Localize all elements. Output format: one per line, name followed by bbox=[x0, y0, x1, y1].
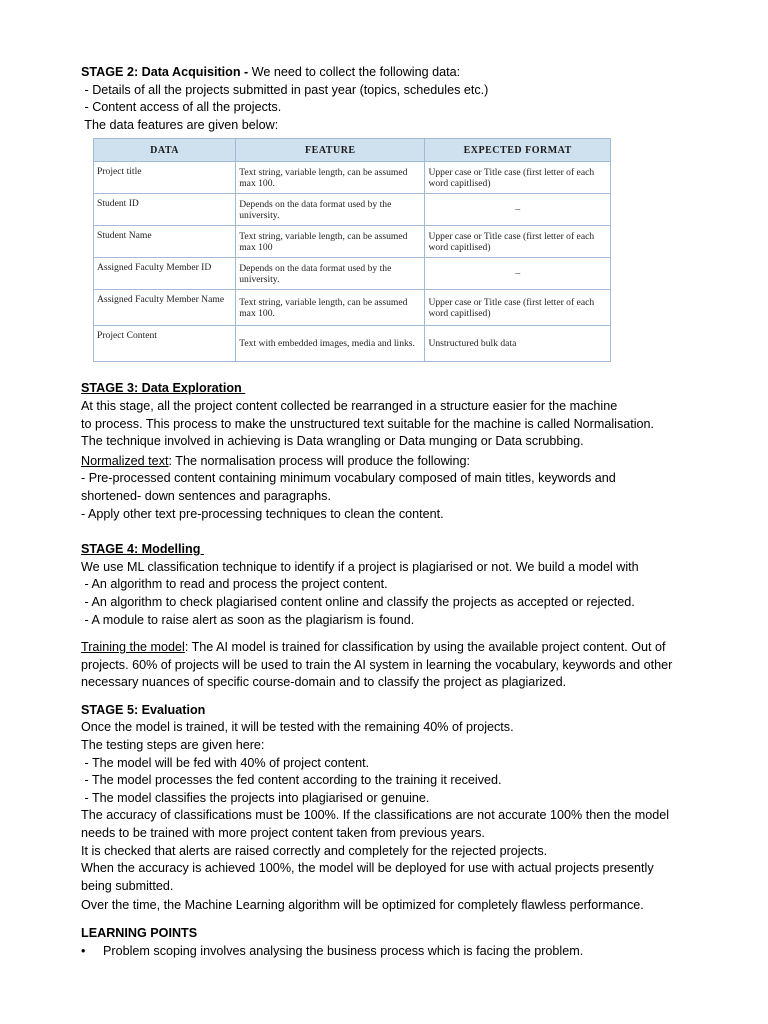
stage5-line: - The model processes the fed content according to the training it received. bbox=[81, 773, 502, 788]
table-cell: Text string, variable length, can be assumed max 100. bbox=[236, 290, 425, 326]
training-paragraph bbox=[81, 639, 681, 692]
table-cell: Text string, variable length, can be assumed max 100. bbox=[236, 162, 425, 194]
table-cell: Project title bbox=[94, 162, 236, 194]
table-cell: Text string, variable length, can be assumed max 100 bbox=[236, 226, 425, 258]
normalized-heading bbox=[81, 453, 681, 471]
stage5-line: - The model will be fed with 40% of project content. bbox=[81, 755, 370, 770]
table-cell: Upper case or Title case (first letter of each word capitlised) bbox=[425, 226, 611, 258]
stage3-line: At this stage, all the project content collected be rearranged in a structure easier for the machine bbox=[81, 398, 618, 413]
table-header: FEATURE bbox=[236, 139, 425, 162]
stage5-line: - The model classifies the projects into plagiarised or genuine. bbox=[81, 790, 430, 805]
table-cell: Project Content bbox=[94, 326, 236, 362]
stage5-title: STAGE 5: Evaluation bbox=[81, 702, 206, 717]
table-cell: Unstructured bulk data bbox=[425, 326, 611, 362]
stage2-title: STAGE 2: Data Acquisition - bbox=[81, 65, 249, 79]
table-header: DATA bbox=[94, 139, 236, 162]
table-cell: Depends on the data format used by the university. bbox=[236, 258, 425, 290]
stage2-heading bbox=[81, 64, 681, 82]
table-cell: – bbox=[425, 194, 611, 226]
stage5-line: Once the model is trained, it will be tested with the remaining 40% of projects. bbox=[81, 720, 514, 735]
data-features-table bbox=[93, 138, 611, 362]
table-cell: Student Name bbox=[94, 226, 236, 258]
table-cell: Upper case or Title case (first letter of each word capitlised) bbox=[425, 162, 611, 194]
bullet-icon: • bbox=[81, 943, 86, 958]
stage3-title: STAGE 3: Data Exploration bbox=[81, 381, 246, 396]
learning-heading bbox=[81, 925, 681, 943]
stage4-line: - A module to raise alert as soon as the plagiarism is found. bbox=[81, 612, 415, 627]
stage3-line: The technique involved in achieving is Data wrangling or Data munging or Data scrubbing. bbox=[81, 434, 584, 449]
learning-title: LEARNING POINTS bbox=[81, 926, 198, 940]
stage5-paragraph: When the accuracy is achieved 100%, the model will be deployed for use with actual projects presently being submitted. bbox=[81, 861, 654, 893]
stage5-paragraph: The accuracy of classifications must be 100%. If the classifications are not accurate 100% then the model needs to be trained with more project content taken from previous years. bbox=[81, 808, 670, 841]
table-row bbox=[94, 290, 611, 326]
table-row bbox=[94, 258, 611, 290]
learning-list-item bbox=[81, 943, 681, 961]
document-page bbox=[81, 64, 681, 960]
stage5-paragraph: Over the time, the Machine Learning algorithm will be optimized for completely flawless performance. bbox=[81, 898, 644, 913]
stage4-line: We use ML classification technique to identify if a project is plagiarised or not. We build a model with bbox=[81, 559, 639, 574]
table-row bbox=[94, 226, 611, 258]
table-cell: Text with embedded images, media and links. bbox=[236, 326, 425, 362]
table-cell: Student ID bbox=[94, 194, 236, 226]
table-header: EXPECTED FORMAT bbox=[425, 139, 611, 162]
stage2-line: - Content access of all the projects. bbox=[81, 100, 282, 115]
training-label: Training the model bbox=[81, 640, 185, 655]
stage5-heading bbox=[81, 702, 681, 720]
normalized-line: - Pre-processed content containing minimum vocabulary composed of main titles, keywords and bbox=[81, 471, 616, 486]
stage3-heading bbox=[81, 380, 681, 398]
table-cell: Depends on the data format used by the university. bbox=[236, 194, 425, 226]
stage5-paragraph: It is checked that alerts are raised correctly and completely for the rejected projects. bbox=[81, 843, 548, 858]
stage2-intro: We need to collect the following data: bbox=[248, 65, 461, 79]
stage4-line: - An algorithm to read and process the project content. bbox=[81, 577, 388, 592]
table-cell: Assigned Faculty Member ID bbox=[94, 258, 236, 290]
table-cell: Assigned Faculty Member Name bbox=[94, 290, 236, 326]
stage4-title: STAGE 4: Modelling bbox=[81, 542, 204, 557]
table-header-row bbox=[94, 139, 611, 162]
learning-item-text: Problem scoping involves analysing the business process which is facing the problem. bbox=[103, 943, 584, 958]
training-text: : The AI model is trained for classification by using the available project content. Out of projects. 60% of projects will be used to train the AI system in learning the vocabulary, keywords and other necessary nuances of specific course-domain and to classify the project as plagiarized. bbox=[81, 640, 673, 690]
normalized-line: shortened- down sentences and paragraphs. bbox=[81, 488, 331, 503]
normalized-intro: : The normalisation process will produce the following: bbox=[168, 453, 470, 468]
table-row bbox=[94, 194, 611, 226]
stage4-line: - An algorithm to check plagiarised content online and classify the projects as accepted or rejected. bbox=[81, 594, 635, 609]
normalized-line: - Apply other text pre-processing techniques to clean the content. bbox=[81, 506, 444, 521]
stage5-line: The testing steps are given here: bbox=[81, 738, 265, 753]
table-cell: – bbox=[425, 258, 611, 290]
stage4-heading bbox=[81, 541, 681, 559]
stage3-line: to process. This process to make the unstructured text suitable for the machine is called Normalisation. bbox=[81, 416, 655, 431]
stage2-line: - Details of all the projects submitted in past year (topics, schedules etc.) bbox=[81, 82, 489, 97]
table-cell: Upper case or Title case (first letter of each word capitlised) bbox=[425, 290, 611, 326]
normalized-label: Normalized text bbox=[81, 453, 169, 468]
table-row bbox=[94, 162, 611, 194]
table-row bbox=[94, 326, 611, 362]
stage2-line: The data features are given below: bbox=[81, 117, 279, 132]
